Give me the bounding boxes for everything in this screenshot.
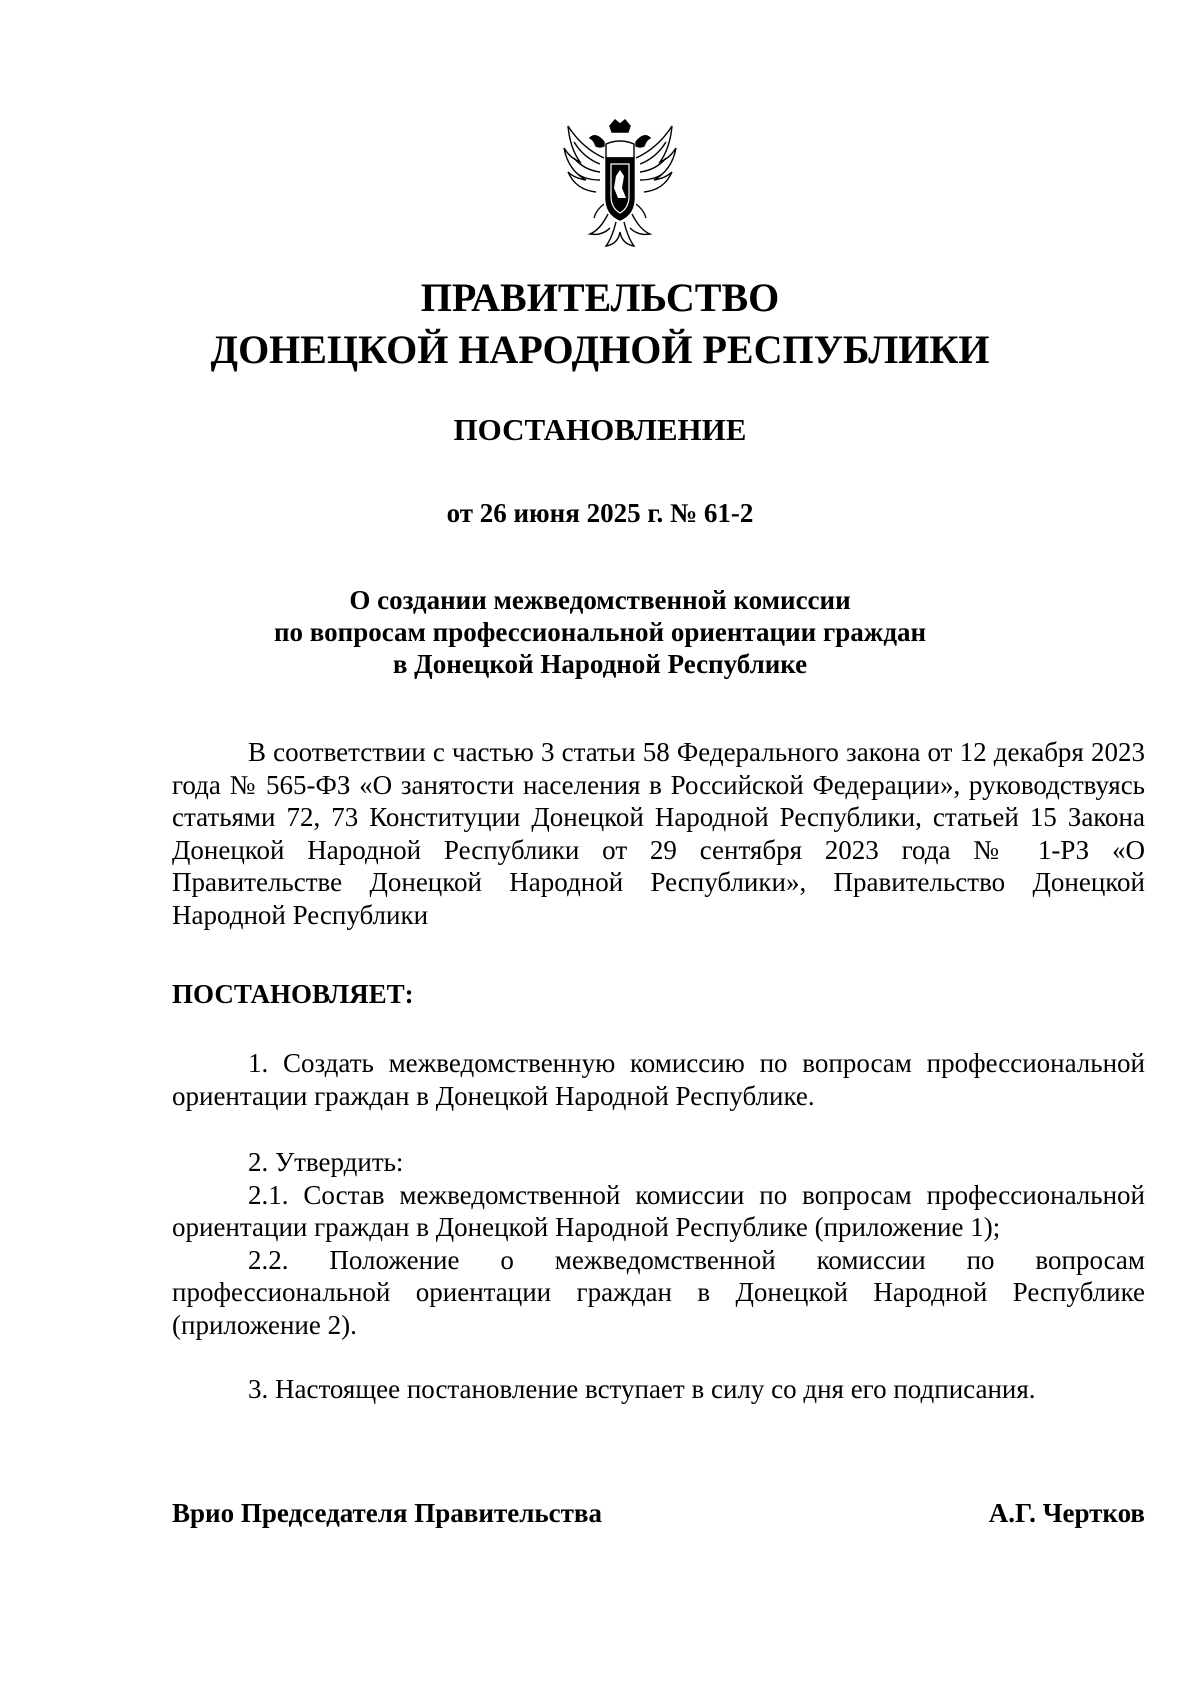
government-title-line1: ПРАВИТЕЛЬСТВО [420,275,780,320]
document-type: ПОСТАНОВЛЕНИЕ [453,412,747,447]
item-3 [172,1373,1145,1406]
preamble-paragraph: В соответствии с частью 3 статьи 58 Федерального закона от 12 декабря 2023 года № 565-ФЗ «О занятости населения в Российской Федерации», руководствуясь статьями 72, 73 Конституции Донецкой Народной Республики, статьей 15 Закона Донецкой Народной Республики от 29 сентября 2023 года № 1-РЗ «О Правительстве Донецкой Народной Республики», Правительство Донецкой Народной Республики [172,737,1145,930]
item-2-1-text: 2.1. Состав межведомственной комиссии по вопросам профессиональной ориентации граждан в Донецкой Народной Республике (приложение 1); [172,1179,1145,1242]
coat-of-arms-icon [560,118,680,258]
item-3-text: 3. Настоящее постановление вступает в силу со дня его подписания. [248,1374,1036,1404]
government-title-line2: ДОНЕЦКОЙ НАРОДНОЙ РЕСПУБЛИКИ [210,327,990,372]
subject-line3: в Донецкой Народной Республике [392,649,808,679]
item-1 [172,1047,1145,1112]
preamble [172,736,1145,931]
item-2-text: 2. Утвердить: [248,1147,404,1177]
document-date-number: от 26 июня 2025 г. № 61-2 [446,498,754,528]
signatory-position: Врио Председателя Правительства [172,1498,602,1528]
document-subject [0,584,1200,680]
decree-heading: ПОСТАНОВЛЯЕТ: [172,979,414,1009]
government-title [0,272,1200,376]
item-1-text: 1. Создать межведомственную комиссию по вопросам профессиональной ориентации граждан в Донецкой Народной Республике. [172,1048,1145,1111]
signatory-name: А.Г. Чертков [988,1498,1145,1528]
subject-line2: по вопросам профессиональной ориентации граждан [273,617,927,647]
subject-line1: О создании межведомственной комиссии [349,585,851,615]
item-2 [172,1146,1145,1341]
item-2-2-text: 2.2. Положение о межведомственной комиссии по вопросам профессиональной ориентации граждан в Донецкой Народной Республике (приложение 2). [172,1244,1145,1340]
